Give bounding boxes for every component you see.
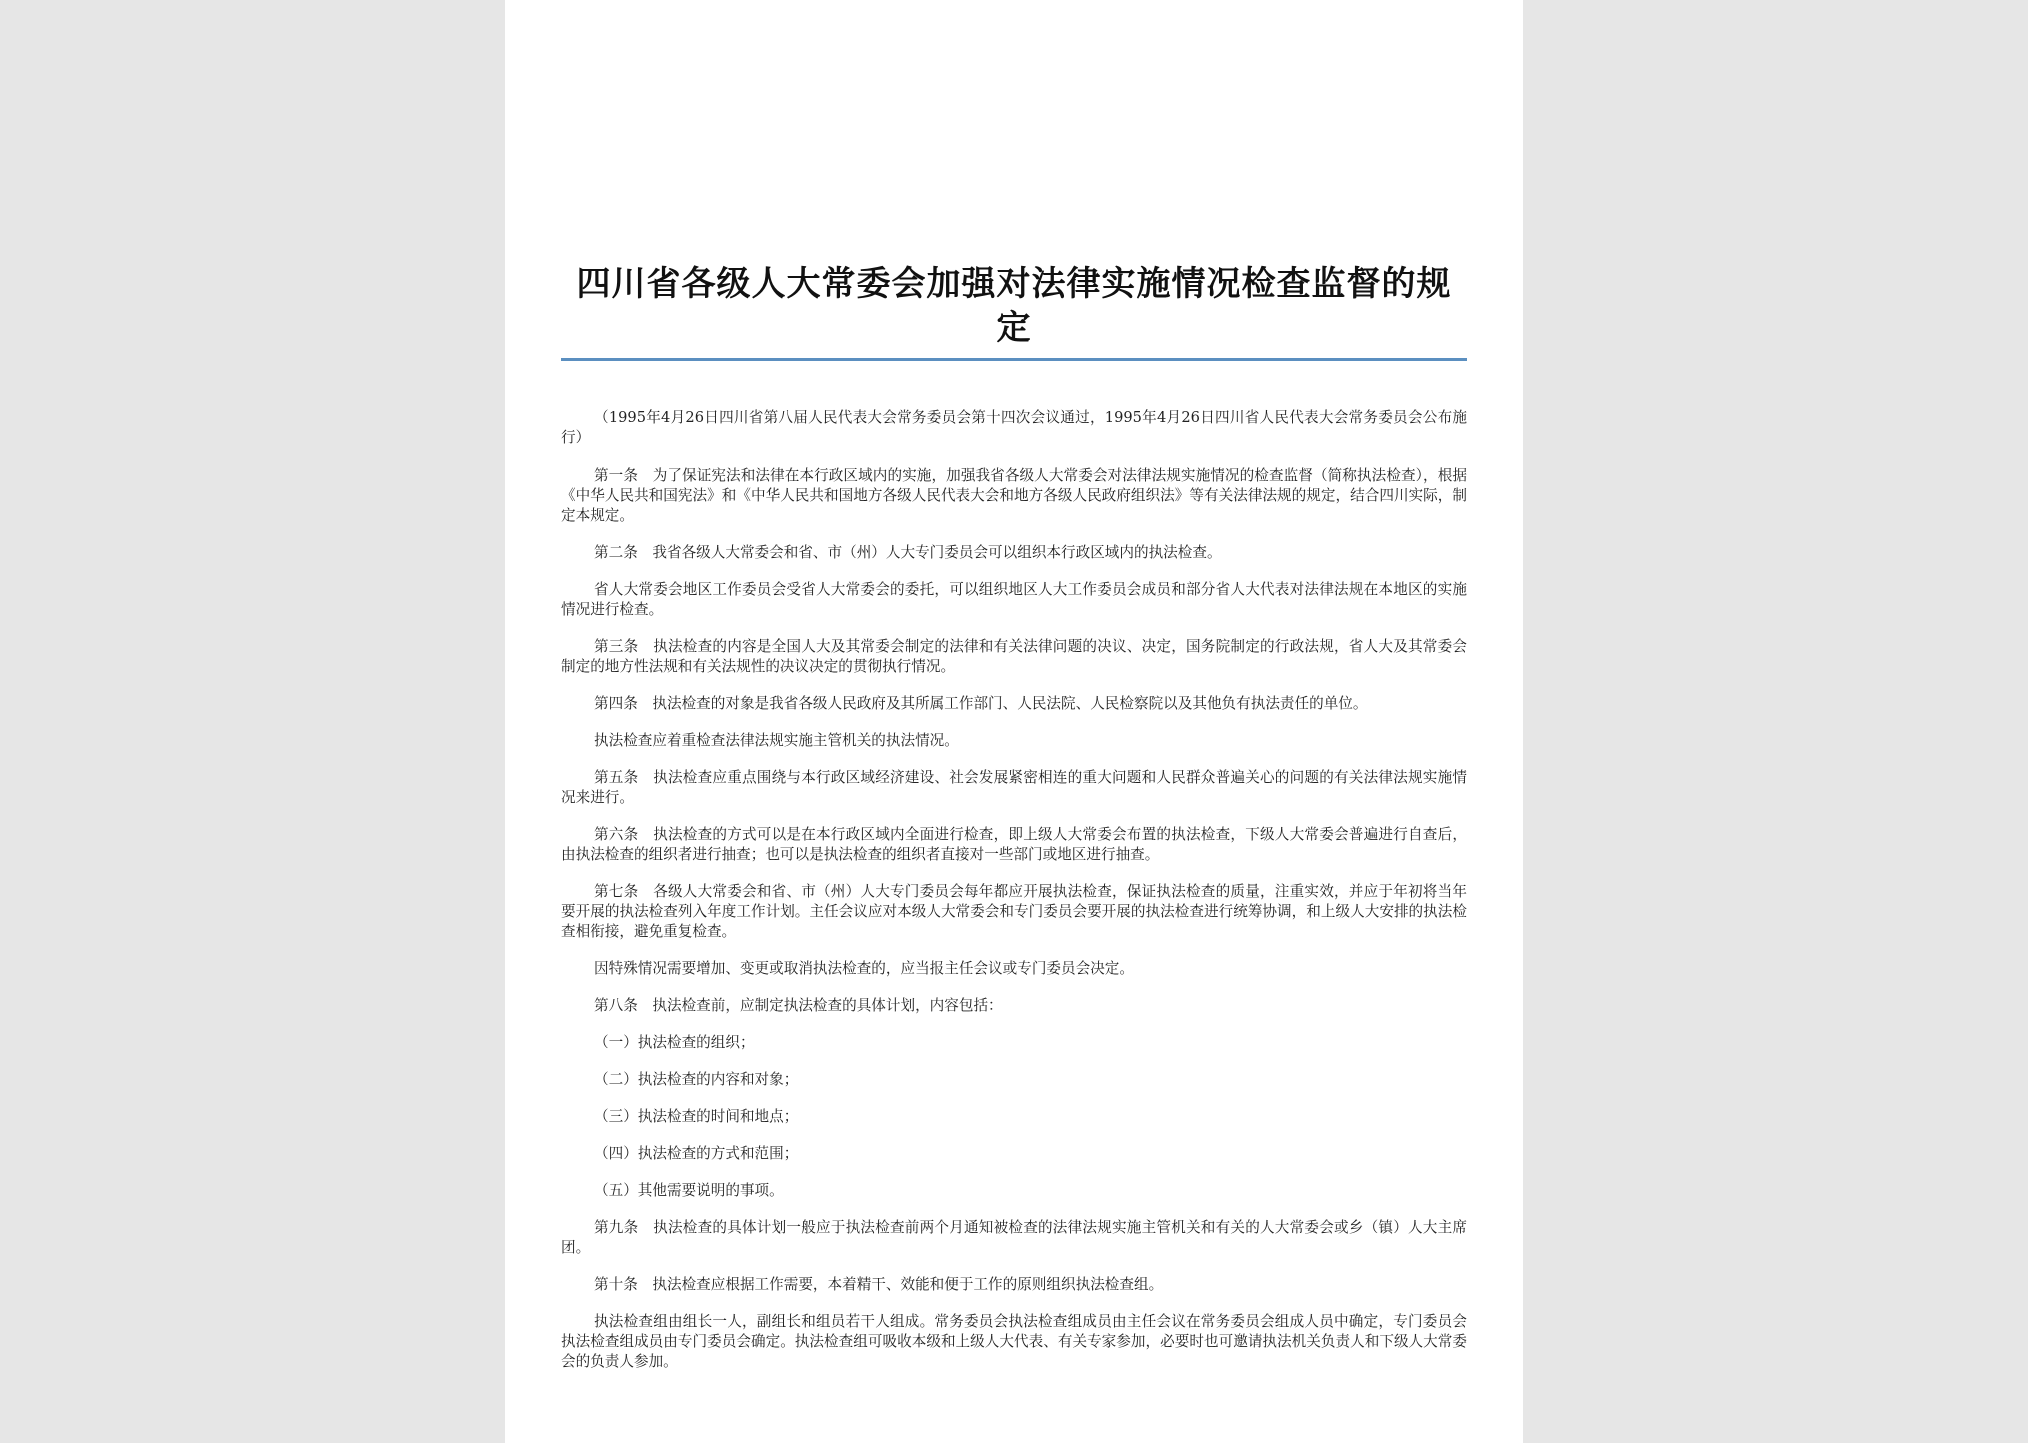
article-10-clause: 执法检查组由组长一人，副组长和组员若干人组成。常务委员会执法检查组成员由主任会议在常务委员会组成人员中确定，专门委员会执法检查组成员由专门委员会确定。执法检查组可吸收本级和上级人大代表、有关专家参加，必要时也可邀请执法机关负责人和下级人大常委会的负责人参加。 [561,1313,1467,1370]
article-1: 第一条 为了保证宪法和法律在本行政区域内的实施，加强我省各级人大常委会对法律法规实施情况的检查监督（简称执法检查），根据《中华人民共和国宪法》和《中华人民共和国地方各级人民代表大会和地方各级人民政府组织法》等有关法律法规的规定，结合四川实际，制定本规定。 [561,467,1467,524]
article-9: 第九条 执法检查的具体计划一般应于执法检查前两个月通知被检查的法律法规实施主管机关和有关的人大常委会或乡（镇）人大主席团。 [561,1219,1467,1256]
article-8-item-4: （四）执法检查的方式和范围； [594,1145,799,1162]
article-3: 第三条 执法检查的内容是全国人大及其常委会制定的法律和有关法律问题的决议、决定，国务院制定的行政法规，省人大及其常委会制定的地方性法规和有关法规性的决议决定的贯彻执行情况。 [561,638,1467,675]
document-page [505,0,1523,1443]
article-7: 第七条 各级人大常委会和省、市（州）人大专门委员会每年都应开展执法检查，保证执法检查的质量，注重实效，并应于年初将当年要开展的执法检查列入年度工作计划。主任会议应对本级人大常委会和专门委员会要开展的执法检查进行统筹协调，和上级人大安排的执法检查相衔接，避免重复检查。 [561,883,1467,940]
article-4: 第四条 执法检查的对象是我省各级人民政府及其所属工作部门、人民法院、人民检察院以及其他负有执法责任的单位。 [594,695,1368,712]
title-divider [561,358,1467,361]
article-8-item-3: （三）执法检查的时间和地点； [594,1108,799,1125]
article-6: 第六条 执法检查的方式可以是在本行政区域内全面进行检查，即上级人大常委会布置的执法检查，下级人大常委会普遍进行自查后，由执法检查的组织者进行抽查；也可以是执法检查的组织者直接对一些部门或地区进行抽查。 [561,826,1467,863]
article-8-item-1: （一）执法检查的组织； [594,1034,755,1051]
article-8-item-5: （五）其他需要说明的事项。 [594,1182,784,1199]
article-4-clause: 执法检查应着重检查法律法规实施主管机关的执法情况。 [594,732,959,749]
article-8: 第八条 执法检查前，应制定执法检查的具体计划，内容包括： [594,997,1003,1014]
adoption-note: （1995年4月26日四川省第八届人民代表大会常务委员会第十四次会议通过，1995年4月26日四川省人民代表大会常务委员会公布施行） [561,409,1467,446]
article-2-clause: 省人大常委会地区工作委员会受省人大常委会的委托，可以组织地区人大工作委员会成员和部分省人大代表对法律法规在本地区的实施情况进行检查。 [561,581,1467,618]
article-8-item-2: （二）执法检查的内容和对象； [594,1071,799,1088]
article-10: 第十条 执法检查应根据工作需要，本着精干、效能和便于工作的原则组织执法检查组。 [594,1276,1164,1293]
document-body [561,408,1467,1389]
article-5: 第五条 执法检查应重点围绕与本行政区域经济建设、社会发展紧密相连的重大问题和人民群众普遍关心的问题的有关法律法规实施情况来进行。 [561,769,1467,806]
article-7-clause: 因特殊情况需要增加、变更或取消执法检查的，应当报主任会议或专门委员会决定。 [594,960,1134,977]
article-2: 第二条 我省各级人大常委会和省、市（州）人大专门委员会可以组织本行政区域内的执法检查。 [594,544,1222,561]
document-title: 四川省各级人大常委会加强对法律实施情况检查监督的规定 [576,264,1452,348]
